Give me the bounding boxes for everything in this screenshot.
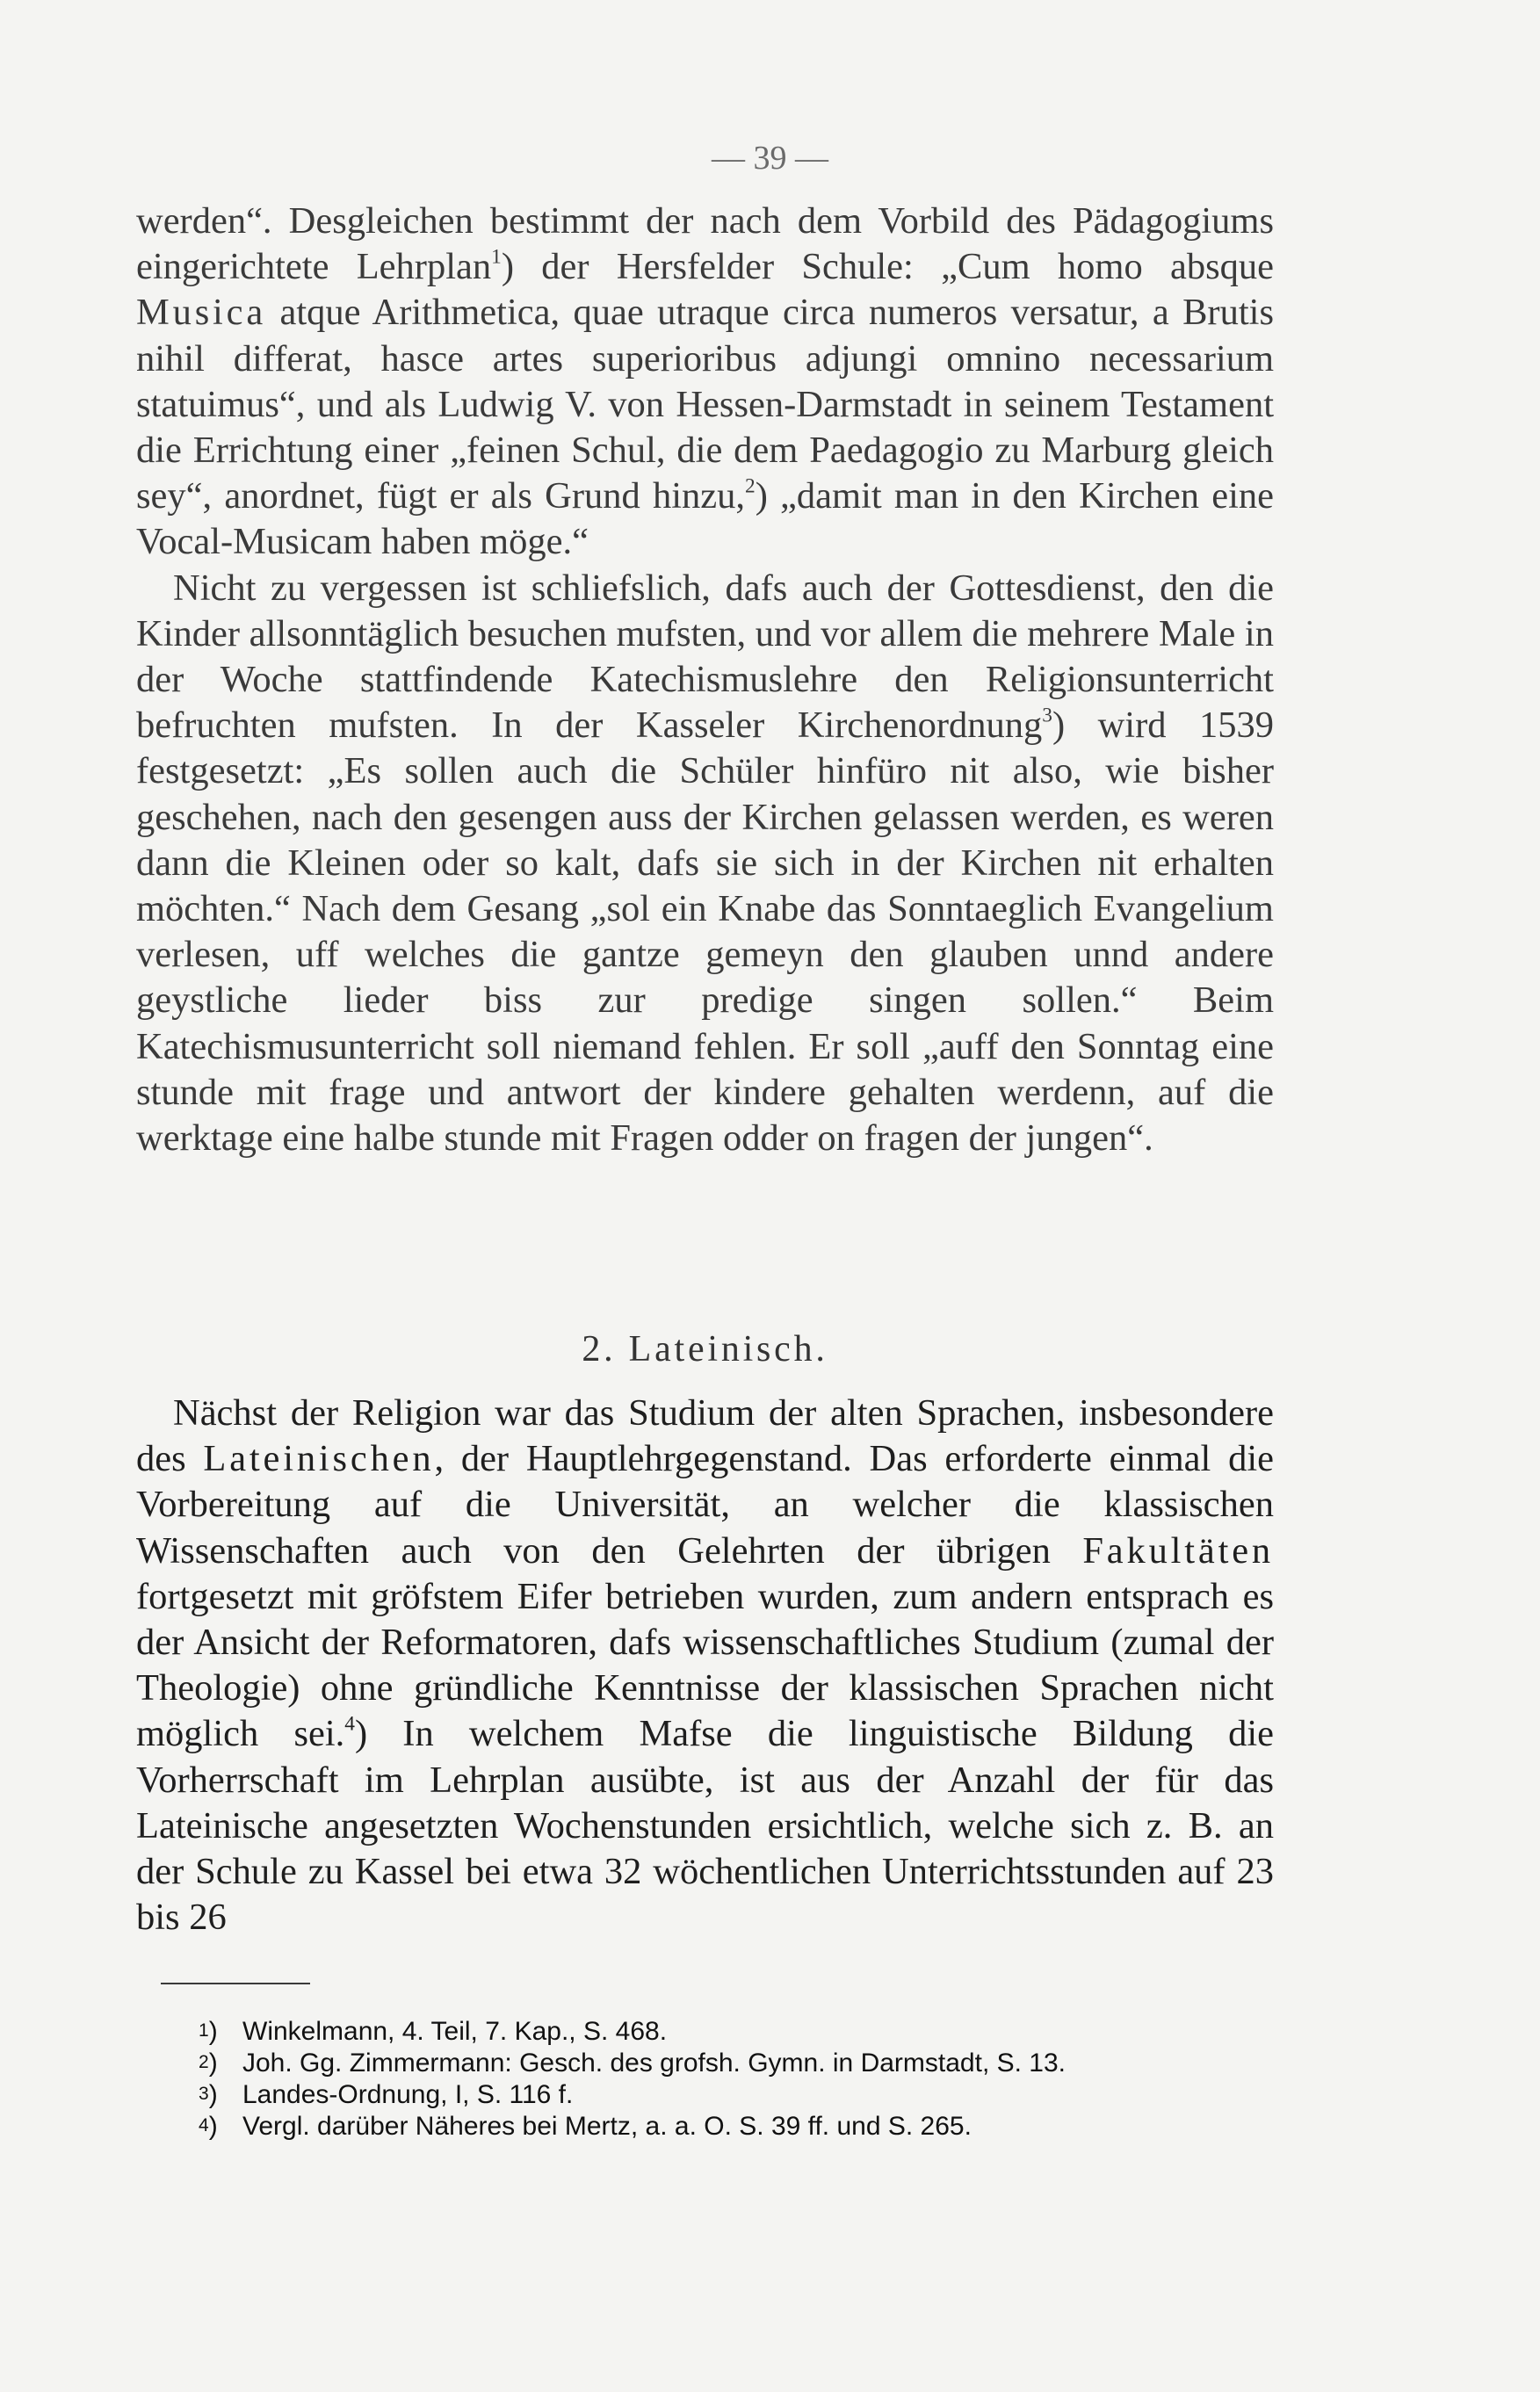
footnote-ref-3: 3 <box>1042 704 1052 727</box>
footnote-text: Joh. Gg. Zimmermann: Gesch. des grofsh. Gymn. in Darmstadt, S. 13. <box>242 2049 1066 2078</box>
spaced-word-lateinischen: Lateinischen <box>203 1438 435 1480</box>
footnote-ref-1: 1 <box>491 245 502 269</box>
footnote-ref-4: 4 <box>344 1712 355 1736</box>
footnote-1 <box>199 2016 1279 2048</box>
footnote-text: Winkelmann, 4. Teil, 7. Kap., S. 468. <box>242 2017 668 2046</box>
spaced-word-fakultaeten: Fakultäten <box>1082 1529 1274 1572</box>
paragraph-3: Nächst der Religion war das Studium der alten Sprachen, insbesondere des Lateinischen, der Hauptlehrgegenstand. Das erforderte einmal die Vorbereitung auf die Universität, an welcher die klassischen Wissenschaften auch von den Gelehrten der übrigen Fakultäten fortgesetzt mit gröfstem Eifer betrieben wurden, zum andern entsprach es der Ansicht der Reformatoren, dafs wissenschaftliches Studium (zumal der Theologie) ohne gründliche Kenntnisse der klassischen Sprachen nicht möglich sei.$^4$) In welchem Mafse die linguistische Bildung die Vorherrschaft im Lehrplan ausübte, ist aus der Anzahl der für das Lateinische angesetzten Wochenstunden ersichtlich, welche sich z. B. an der Schule zu Kassel bei etwa 32 wöchentlichen Unterrichtsstunden auf 23 bis 26 <box>136 1392 1274 1939</box>
footnote-marker: 4 ) <box>199 2107 218 2142</box>
footnote-divider <box>161 1983 310 1984</box>
paragraph-2: Nicht zu vergessen ist schliefslich, dafs auch der Gottesdienst, den die Kinder allsonntäglich besuchen mufsten, und vor allem die mehrere Male in der Woche stattfindende Katechismuslehre den Religionsunterricht befruchten mufsten. In der Kasseler Kirchenordnung$^3$) wird 1539 festgesetzt: „Es sollen auch die Schüler hinfüro nit also, wie bisher geschehen, nach den gesengen auss der Kirchen gelassen werden, es weren dann die Kleinen oder so kalt, dafs sie sich in der Kirchen nit erhalten möchten.“ Nach dem Gesang „sol ein Knabe das Sonntaeglich Evangelium verlesen, uff welches die gantze gemeyn den glauben unnd andere geystliche lieder biss zur predige singen sollen.“ Beim Katechismusunterricht soll niemand fehlen. Er soll „auff den Sonntag eine stunde mit frage und antwort der kindere gehalten werdenn, auf die werktage eine halbe stunde mit Fragen odder on fragen der jungen“. <box>136 567 1274 1160</box>
page-number: — 39 — <box>712 140 828 177</box>
footnote-text: Vergl. darüber Näheres bei Mertz, a. a. O. S. 39 ff. und S. 265. <box>242 2112 972 2141</box>
footnote-marker: 3 ) <box>199 2076 218 2110</box>
footnote-marker: 1 ) <box>199 2013 218 2047</box>
upper-text-block <box>136 199 1274 1161</box>
paragraph-1: werden“. Desgleichen bestimmt der nach dem Vorbild des Pädagogiums eingerichtete Lehrplan$^1$) der Hersfelder Schule: „Cum homo absque Musica atque Arithmetica, quae utraque circa numeros versatur, a Brutis nihil differat, hasce artes superioribus adjungi omnino necessarium statuimus“, und als Ludwig V. von Hessen-Darmstadt in seinem Testament die Errichtung einer „feinen Schul, die dem Paedagogio zu Marburg gleich sey“, anordnet, fügt er als Grund hinzu,$^2$) „damit man in den Kirchen eine Vocal-Musicam haben möge.“ <box>136 200 1274 563</box>
footnote-ref-2: 2 <box>745 474 756 498</box>
footnotes <box>199 2016 1279 2143</box>
footnote-marker: 2 ) <box>199 2044 218 2078</box>
footnote-2 <box>199 2048 1279 2079</box>
footnote-3 <box>199 2079 1279 2111</box>
lower-text-block <box>136 1391 1274 1940</box>
spaced-word-musica: Musica <box>136 292 267 334</box>
section-heading: 2. Lateinisch. <box>582 1329 828 1369</box>
footnote-4 <box>199 2111 1279 2143</box>
footnote-text: Landes-Ordnung, I, S. 116 f. <box>242 2080 574 2109</box>
